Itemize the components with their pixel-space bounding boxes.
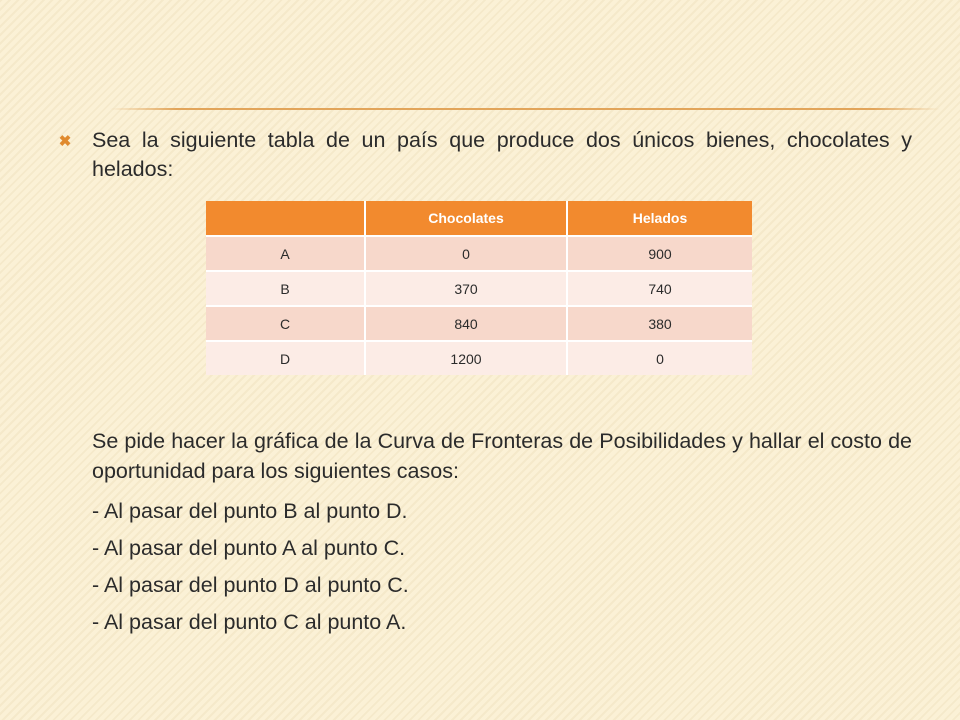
table-row [206, 341, 752, 375]
table-row [206, 271, 752, 306]
production-table [206, 201, 752, 375]
point-label: C [206, 306, 365, 341]
point-label: B [206, 271, 365, 306]
chocolates-value: 840 [365, 306, 567, 341]
table-row [206, 306, 752, 341]
table-header-chocolates: Chocolates [365, 201, 567, 236]
table-row [206, 236, 752, 271]
point-label: D [206, 341, 365, 375]
table-header-cell [206, 201, 365, 236]
case-line: - Al pasar del punto A al punto C. [92, 536, 406, 560]
helados-value: 740 [567, 271, 752, 306]
chocolates-value: 1200 [365, 341, 567, 375]
chocolates-value: 370 [365, 271, 567, 306]
point-label: A [206, 236, 365, 271]
title-divider [110, 108, 940, 110]
x-bullet-icon: ✖ [58, 133, 72, 150]
helados-value: 0 [567, 341, 752, 375]
helados-value: 380 [567, 306, 752, 341]
case-line: - Al pasar del punto C al punto A. [92, 610, 407, 634]
chocolates-value: 0 [365, 236, 567, 271]
table-header-helados: Helados [567, 201, 752, 236]
task-paragraph: Se pide hacer la gráfica de la Curva de Fronteras de Posibilidades y hallar el costo de oportunidad para los siguientes casos: [92, 429, 912, 483]
intro-paragraph: Sea la siguiente tabla de un país que produce dos únicos bienes, chocolates y helados: [92, 128, 912, 181]
case-line: - Al pasar del punto D al punto C. [92, 573, 409, 597]
table-header-row [206, 201, 752, 236]
case-line: - Al pasar del punto B al punto D. [92, 499, 408, 523]
task-block [92, 426, 912, 641]
top-band [0, 0, 960, 110]
helados-value: 900 [567, 236, 752, 271]
